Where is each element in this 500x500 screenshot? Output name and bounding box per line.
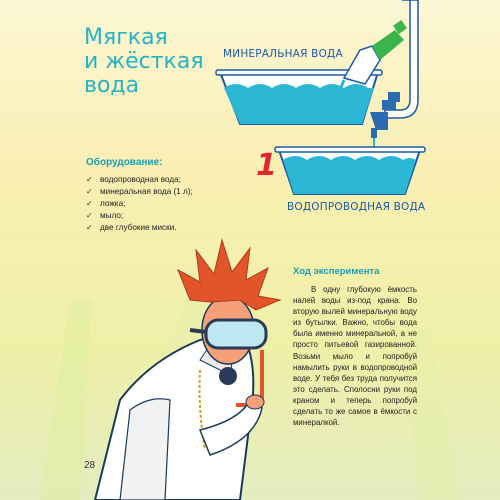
checkmark-icon: ✓ (86, 175, 93, 184)
tap-water-label: ВОДОПРОВОДНАЯ ВОДА (287, 201, 426, 213)
experiment-text: В одну глубокую ёмкость налей воды из-под крана. Во вторую вылей минеральную воду из бутылки. Важно, чтобы вода была именно минеральной, а не просто питьевой газированной. Возьми мыло и попробуй намылить руки в водопроводной воде. У тебя без труда получится это сделать. Сполосни руки под краном и теперь попробуй сделать то же самое в ёмкости с минералкой. (293, 285, 417, 428)
experiment-section (293, 266, 417, 428)
equipment-item: ✓ ложка; (86, 199, 126, 208)
step-number: 1 (256, 148, 277, 183)
scientist-character-illustration (95, 240, 280, 500)
equipment-item: ✓ минеральная вода (1 л); (86, 187, 193, 196)
mineral-water-label: МИНЕРАЛЬНАЯ ВОДА (223, 48, 343, 60)
experiment-heading: Ход эксперимента (293, 266, 380, 277)
checkmark-icon: ✓ (86, 199, 93, 208)
equipment-section (86, 157, 276, 234)
tap-water-bowl-illustration (275, 147, 425, 194)
checkmark-icon: ✓ (86, 211, 93, 220)
equipment-list (86, 174, 276, 234)
equipment-item: ✓ мыло; (86, 211, 124, 220)
equipment-heading: Оборудование: (86, 157, 163, 168)
equipment-item: ✓ две глубокие миски. (86, 223, 177, 232)
equipment-item: ✓ водопроводная вода; (86, 175, 181, 184)
page-number: 28 (84, 460, 96, 471)
page-title: Мягкая и жёсткая вода (84, 25, 204, 98)
checkmark-icon: ✓ (86, 187, 93, 196)
checkmark-icon: ✓ (86, 223, 93, 232)
